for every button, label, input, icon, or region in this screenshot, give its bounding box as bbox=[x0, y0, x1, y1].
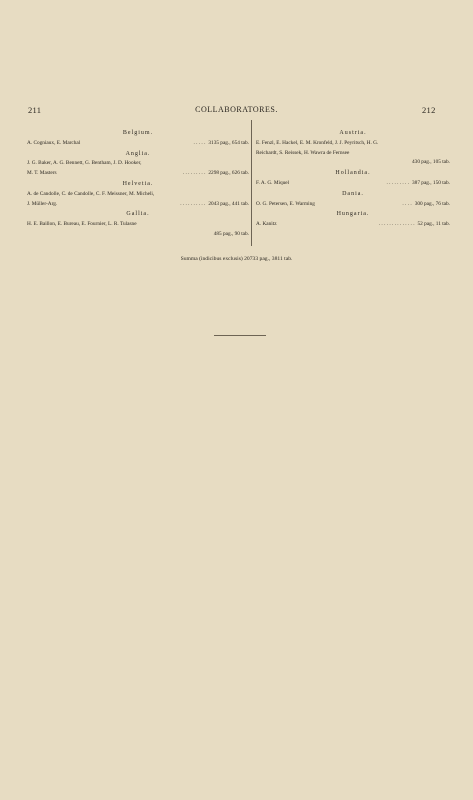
page-tab-count: 52 pag., 11 tab. bbox=[417, 221, 450, 228]
collaborator-entry bbox=[256, 220, 450, 230]
collaborator-entry bbox=[27, 169, 249, 179]
collaborator-names: A. Cogniaux, E. Marchal bbox=[27, 139, 81, 146]
collaborator-line: H. E. Baillon, E. Bureau, E. Fournier, L. R. Tulasne bbox=[27, 221, 137, 228]
collaborator-names: O. G. Petersen, E. Warming bbox=[256, 200, 315, 207]
page-number-right: 212 bbox=[422, 105, 436, 115]
country-heading: Austria. bbox=[339, 130, 367, 136]
page-tab-count: 485 pag., 90 tab. bbox=[213, 230, 249, 237]
leader-dots: . . . . . . . . . bbox=[386, 179, 410, 186]
page-tab-count: 387 pag., 150 tab. bbox=[412, 179, 450, 186]
country-heading: Hollandia. bbox=[335, 170, 371, 177]
leader-dots: . . . . bbox=[402, 200, 412, 207]
country-heading: Anglia. bbox=[125, 150, 151, 157]
collaborator-names: F. A. G. Miquel bbox=[256, 179, 290, 186]
country-heading: Belgium. bbox=[122, 130, 154, 136]
country-heading: Helvetia. bbox=[122, 180, 154, 187]
country-heading: Dania. bbox=[342, 190, 364, 197]
closing-rule bbox=[214, 335, 266, 336]
collaborator-line: J. G. Baker, A. G. Bennett, G. Bentham, J. D. Hooker, bbox=[27, 160, 142, 167]
collaborator-entry bbox=[27, 139, 249, 149]
collaborator-entry bbox=[256, 179, 450, 189]
page-number-left: 211 bbox=[28, 105, 42, 115]
page-tab-count: 3135 pag., 654 tab. bbox=[208, 139, 249, 146]
country-heading: Hungaria. bbox=[336, 211, 370, 218]
page-tab-count: 300 pag., 76 tab. bbox=[414, 200, 450, 207]
right-column bbox=[256, 128, 450, 230]
collaborator-line: A. de Candolle, C. de Candolle, C. F. Meissner, M. Micheli, bbox=[27, 190, 155, 197]
collaborator-names: M. T. Masters bbox=[27, 170, 57, 177]
summa-total: Summa (indicibus exclusis) 20733 pag., 3811 tab. bbox=[180, 256, 293, 262]
column-divider bbox=[251, 120, 252, 246]
leader-dots: . . . . . . . . . . bbox=[180, 200, 206, 207]
collaborator-line: Reichardt, S. Reissek, H. Wawra de Fernsee bbox=[256, 149, 350, 156]
page-tab-count: 430 pag., 105 tab. bbox=[412, 159, 450, 166]
collaborator-entry bbox=[256, 200, 450, 210]
collaborator-entry bbox=[27, 200, 249, 210]
leader-dots: . . . . . . . . . bbox=[182, 170, 206, 177]
page-title: COLLABORATORES. bbox=[195, 105, 278, 114]
country-heading: Gallia. bbox=[126, 211, 150, 218]
page-tab-count: 2298 pag., 626 tab. bbox=[208, 170, 249, 177]
collaborator-line: E. Fenzl, E. Hackel, E. M. Kronfeld, J. J. Peyritsch, H. G. bbox=[256, 139, 379, 146]
collaborator-names: J. Müller-Arg. bbox=[27, 200, 58, 207]
page-tab-count: 2043 pag., 441 tab. bbox=[208, 200, 249, 207]
leader-dots: . . . . . . . . . . . . . . bbox=[378, 221, 415, 228]
collaborator-names: A. Kanitz bbox=[256, 221, 277, 228]
left-column bbox=[27, 128, 249, 240]
leader-dots: . . . . . bbox=[193, 139, 206, 146]
